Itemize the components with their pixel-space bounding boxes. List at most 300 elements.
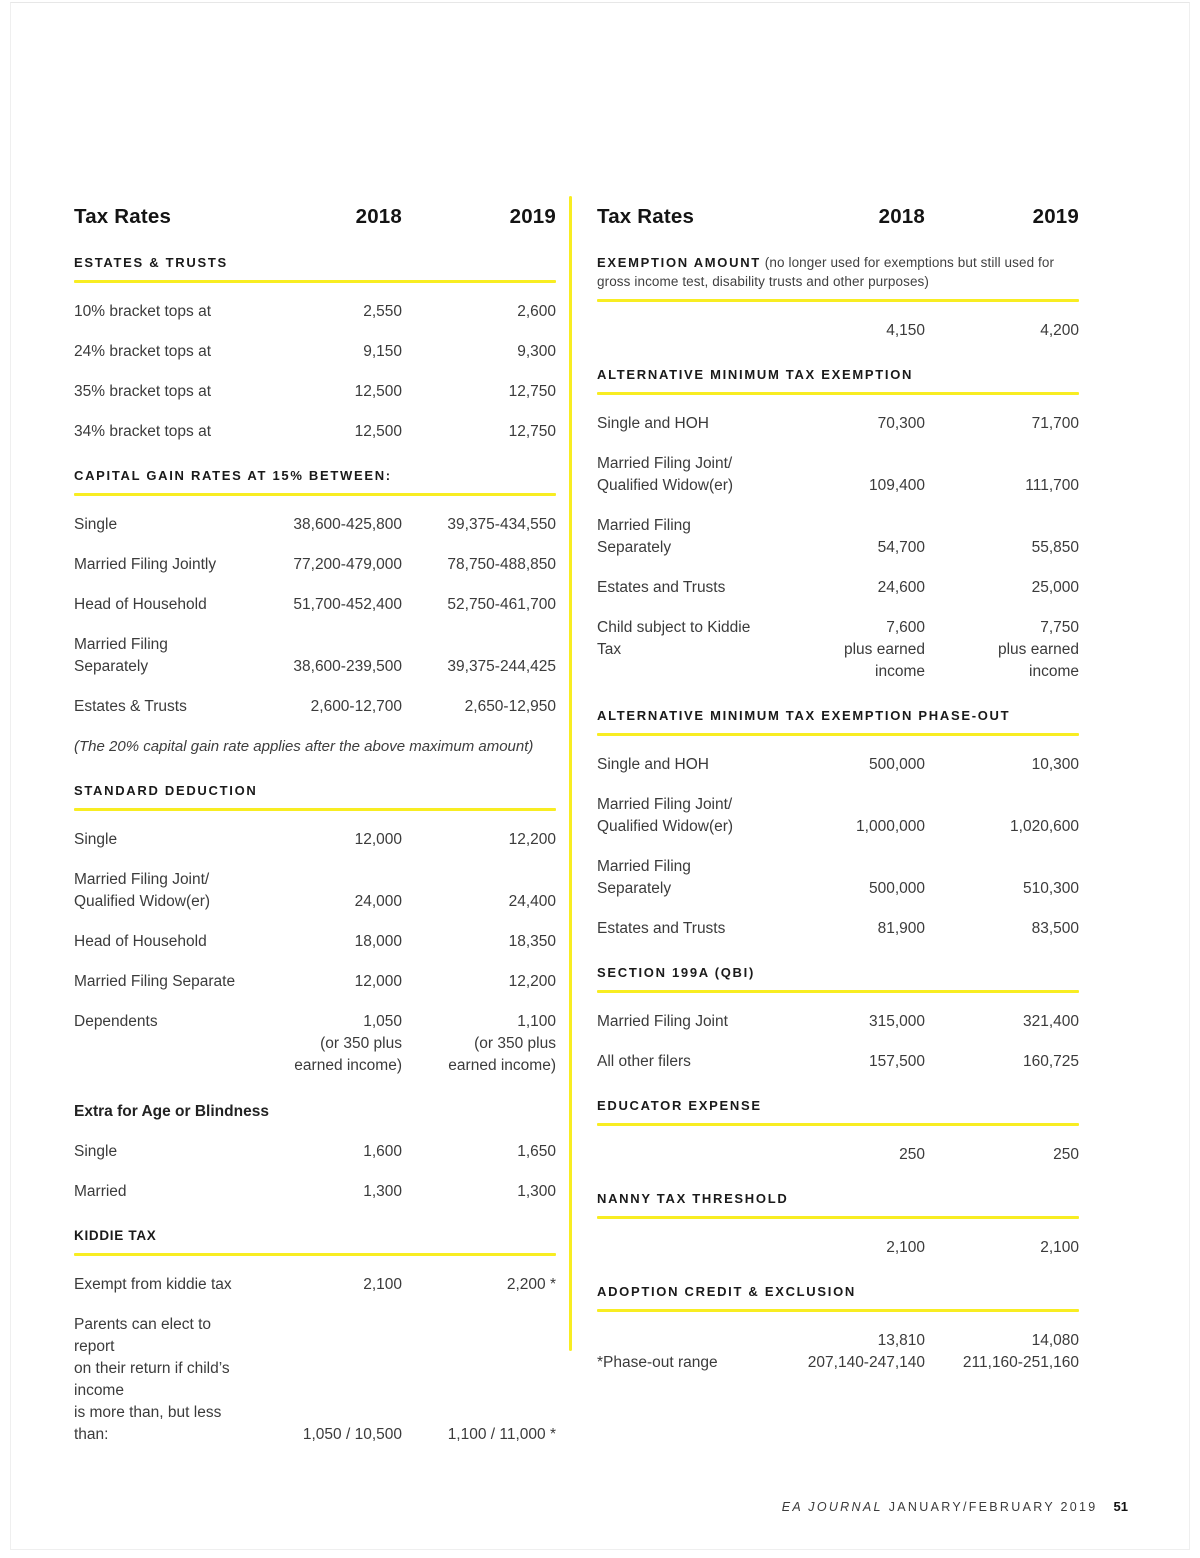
table-row (74, 1274, 556, 1296)
table-section (597, 963, 1079, 1073)
value-2018-line: 9,150 (363, 343, 402, 360)
section-subheading: Extra for Age or Blindness (74, 1103, 269, 1120)
row-label (597, 617, 767, 661)
row-label-line: Head of Household (74, 596, 207, 613)
section-title (597, 253, 1079, 291)
value-2019-line: 55,850 (1031, 539, 1079, 556)
value-2019 (925, 1237, 1079, 1259)
value-2019-line: income (1029, 663, 1079, 680)
value-2019 (925, 577, 1079, 599)
value-2019 (925, 475, 1079, 497)
row-label-line: All other filers (597, 1053, 691, 1070)
value-2018-line: 157,500 (868, 1053, 925, 1070)
value-2019 (925, 1352, 1079, 1374)
section-title (597, 1096, 1079, 1115)
value-2018-line: 81,900 (877, 920, 925, 937)
value-2018-line: 77,200-479,000 (293, 556, 402, 573)
table-row (74, 931, 556, 953)
value-2018-line: 1,600 (363, 1143, 402, 1160)
value-2018 (244, 1011, 402, 1077)
row-label-line: 10% bracket tops at (74, 303, 211, 320)
row-label (74, 1141, 244, 1163)
value-2018-line: 12,500 (354, 423, 402, 440)
row-label (74, 829, 244, 851)
value-2019 (925, 918, 1079, 940)
value-2018 (244, 421, 402, 443)
section-title-text: SECTION 199A (QBI) (597, 965, 755, 980)
row-label (74, 971, 244, 993)
table-row (597, 515, 1079, 559)
row-label-line: Single (74, 831, 118, 848)
value-2019 (402, 1011, 556, 1077)
table-row (74, 634, 556, 678)
section-title-text: ESTATES & TRUSTS (74, 255, 228, 270)
row-label (597, 918, 767, 940)
table-row (597, 413, 1079, 435)
table-row (74, 829, 556, 851)
value-2019-line: 12,750 (508, 423, 556, 440)
table-row (597, 1237, 1079, 1259)
value-2019 (925, 617, 1079, 683)
table-row (74, 301, 556, 323)
value-2018 (244, 594, 402, 616)
table-row (597, 856, 1079, 900)
value-2018-line: 250 (899, 1146, 925, 1163)
value-2019-line: 18,350 (508, 933, 556, 950)
value-2018 (767, 413, 925, 435)
section-underline (74, 280, 556, 283)
value-2018-line: 1,050 (363, 1013, 402, 1030)
row-label (74, 634, 244, 678)
column-divider (569, 196, 572, 1351)
value-2019 (402, 301, 556, 323)
value-2019 (402, 514, 556, 536)
section-title (597, 706, 1079, 725)
value-2019 (925, 1330, 1079, 1352)
row-label-line: Married (74, 1183, 127, 1200)
table-row (74, 1141, 556, 1163)
section-title-text: ALTERNATIVE MINIMUM TAX EXEMPTION PHASE-OUT (597, 708, 1011, 723)
value-2019-line: 4,200 (1040, 322, 1079, 339)
value-2018-line: 12,000 (354, 973, 402, 990)
value-2018 (244, 1274, 402, 1296)
row-label (74, 1011, 244, 1033)
value-2018 (244, 891, 402, 913)
section-underline (74, 493, 556, 496)
value-2018 (244, 1424, 402, 1446)
value-2018 (244, 931, 402, 953)
table-row (597, 918, 1079, 940)
row-label (74, 696, 244, 718)
value-2019 (925, 413, 1079, 435)
year-2018-header: 2018 (878, 205, 925, 228)
value-2018-line: 207,140-247,140 (807, 1354, 925, 1371)
issue-label: JANUARY/FEBRUARY 2019 (888, 1500, 1098, 1514)
value-2018 (767, 816, 925, 838)
row-label (597, 515, 767, 559)
value-2019 (402, 696, 556, 718)
value-2018 (244, 341, 402, 363)
row-label-line: Married Filing Joint/ (74, 871, 210, 888)
row-label-line: Married Filing Separately (597, 517, 691, 556)
value-2019 (402, 1424, 556, 1446)
value-2019 (402, 891, 556, 913)
row-label (74, 554, 244, 576)
section-title (74, 253, 556, 272)
value-2018 (244, 381, 402, 403)
table-row (74, 594, 556, 616)
row-label (597, 413, 767, 435)
value-2018-line: 12,000 (354, 831, 402, 848)
value-2018 (767, 617, 925, 683)
value-2019-line: 1,100 / 11,000 * (447, 1426, 556, 1443)
column-header (597, 204, 1079, 230)
value-2019-line: 9,300 (517, 343, 556, 360)
row-label-line: *Phase-out range (597, 1354, 718, 1371)
table-section (597, 365, 1079, 683)
value-2019-line: 2,650-12,950 (464, 698, 556, 715)
value-2019-line: 510,300 (1022, 880, 1079, 897)
value-2018-line: 24,600 (877, 579, 925, 596)
page-number: 51 (1113, 1499, 1128, 1514)
page-footer (782, 1499, 1128, 1514)
value-2019 (402, 829, 556, 851)
row-label (74, 1181, 244, 1203)
section-underline (597, 1309, 1079, 1312)
value-2018-line: earned income) (294, 1057, 402, 1074)
row-label (597, 856, 767, 900)
value-2018 (244, 1141, 402, 1163)
row-label-line: Estates and Trusts (597, 579, 726, 596)
value-2018 (244, 554, 402, 576)
column-title: Tax Rates (597, 205, 695, 228)
table-section (74, 1101, 556, 1203)
value-2018-line: 500,000 (868, 880, 925, 897)
section-underline (597, 392, 1079, 395)
value-2018 (767, 1237, 925, 1259)
value-2019-line: 39,375-244,425 (447, 658, 556, 675)
right-column (597, 204, 1079, 1374)
value-2019-line: 83,500 (1031, 920, 1079, 937)
table-row (74, 696, 556, 718)
value-2019-line: earned income) (448, 1057, 556, 1074)
table-section (597, 1189, 1079, 1259)
value-2018 (767, 754, 925, 776)
value-2018-line: 7,600 (886, 619, 925, 636)
value-2019 (402, 971, 556, 993)
value-2018-line: 13,810 (877, 1332, 925, 1349)
row-label-line: Married Filing Joint/ (597, 796, 733, 813)
value-2019 (402, 931, 556, 953)
section-title (74, 466, 556, 485)
row-label-line: Married Filing Separate (74, 973, 236, 990)
table-row (74, 554, 556, 576)
section-underline (597, 1216, 1079, 1219)
value-2018 (244, 696, 402, 718)
table-row (597, 577, 1079, 599)
section-title (74, 781, 556, 800)
value-2018 (767, 918, 925, 940)
value-2018-line: 315,000 (868, 1013, 925, 1030)
value-2018-line: 51,700-452,400 (293, 596, 402, 613)
value-2018-line: 2,600-12,700 (310, 698, 402, 715)
value-2018 (767, 1330, 925, 1352)
value-2018 (767, 1352, 925, 1374)
value-2018-line: 54,700 (877, 539, 925, 556)
section-title (597, 1282, 1079, 1301)
table-row (597, 1144, 1079, 1166)
value-2019-line: 1,020,600 (1010, 818, 1079, 835)
row-label (74, 381, 244, 403)
table-section (74, 466, 556, 758)
value-2019-line: 14,080 (1031, 1332, 1079, 1349)
value-2018 (767, 577, 925, 599)
row-label-line: is more than, but less than: (74, 1404, 222, 1443)
table-row (597, 1330, 1079, 1352)
value-2018-line: 1,000,000 (856, 818, 925, 835)
value-2019 (402, 554, 556, 576)
value-2019-line: plus earned (997, 641, 1079, 658)
table-row (74, 341, 556, 363)
table-section (597, 1282, 1079, 1374)
section-underline (74, 1253, 556, 1256)
value-2019-line: 1,300 (517, 1183, 556, 1200)
section-underline (74, 808, 556, 811)
value-2018 (244, 656, 402, 678)
section-title-text: ALTERNATIVE MINIMUM TAX EXEMPTION (597, 367, 914, 382)
value-2019-line: 7,750 (1040, 619, 1079, 636)
row-label-line: Qualified Widow(er) (597, 818, 734, 835)
value-2019-line: 12,200 (508, 831, 556, 848)
value-2019 (402, 1181, 556, 1203)
value-2019 (402, 421, 556, 443)
value-2018-line: 1,050 / 10,500 (302, 1426, 402, 1443)
value-2018-line: 2,100 (363, 1276, 402, 1293)
row-label-line: Single (74, 516, 118, 533)
value-2019 (925, 754, 1079, 776)
value-2019-line: 52,750-461,700 (447, 596, 556, 613)
section-note: (The 20% capital gain rate applies after the above maximum amount) (74, 738, 534, 755)
row-label-line: Parents can elect to report (74, 1316, 211, 1355)
row-label (597, 794, 767, 838)
value-2018-line: plus earned (843, 641, 925, 658)
value-2019 (402, 1274, 556, 1296)
value-2019 (925, 1051, 1079, 1073)
row-label (74, 931, 244, 953)
table-row (597, 794, 1079, 838)
section-title-text: EDUCATOR EXPENSE (597, 1098, 762, 1113)
section-title (597, 365, 1079, 384)
value-2018-line: 2,100 (886, 1239, 925, 1256)
journal-name: EA JOURNAL (781, 1500, 883, 1514)
row-label (74, 594, 244, 616)
row-label-line: Dependents (74, 1013, 158, 1030)
row-label (74, 1314, 244, 1446)
value-2019 (925, 878, 1079, 900)
table-row (74, 421, 556, 443)
row-label-line: on their return if child’s income (74, 1360, 230, 1399)
row-label-line: Single (74, 1143, 118, 1160)
section-title-note: (no longer used for exemptions but still used for gross income test, disability trusts and other purposes) (597, 255, 1055, 289)
section-title (597, 1189, 1079, 1208)
row-label-line: Estates & Trusts (74, 698, 187, 715)
section-title-text: CAPITAL GAIN RATES AT 15% BETWEEN: (74, 468, 392, 483)
value-2018 (244, 971, 402, 993)
table-row (74, 1314, 556, 1446)
value-2019 (402, 594, 556, 616)
section-title-text: STANDARD DEDUCTION (74, 783, 258, 798)
table-row (74, 514, 556, 536)
row-label-line: Qualified Widow(er) (74, 893, 211, 910)
left-column (74, 204, 556, 1446)
table-section (74, 781, 556, 1077)
value-2018-line: 70,300 (877, 415, 925, 432)
table-row (597, 453, 1079, 497)
row-label-line: Exempt from kiddie tax (74, 1276, 232, 1293)
section-title-text: ADOPTION CREDIT & EXCLUSION (597, 1284, 856, 1299)
row-label (74, 869, 244, 913)
value-2019-line: 24,400 (508, 893, 556, 910)
value-2018 (767, 320, 925, 342)
table-row (74, 381, 556, 403)
row-label-line: Child subject to Kiddie Tax (597, 619, 751, 658)
table-row (597, 1352, 1079, 1374)
value-2018 (767, 475, 925, 497)
value-2018-line: 38,600-239,500 (293, 658, 402, 675)
section-underline (597, 1123, 1079, 1126)
row-label-line: Married Filing Separately (74, 636, 168, 675)
row-label-line: Married Filing Jointly (74, 556, 217, 573)
row-label (597, 577, 767, 599)
value-2018-line: 18,000 (354, 933, 402, 950)
value-2018-line: income (875, 663, 925, 680)
value-2018-line: 38,600-425,800 (293, 516, 402, 533)
table-row (597, 1051, 1079, 1073)
value-2019-line: 10,300 (1031, 756, 1079, 773)
table-row (597, 754, 1079, 776)
table-row (597, 617, 1079, 683)
value-2019-line: 12,750 (508, 383, 556, 400)
table-row (74, 1011, 556, 1077)
value-2019-line: 1,650 (517, 1143, 556, 1160)
value-2019 (925, 1144, 1079, 1166)
section-title-text: NANNY TAX THRESHOLD (597, 1191, 789, 1206)
table-row (74, 869, 556, 913)
row-label-line: Qualified Widow(er) (597, 477, 734, 494)
value-2019-line: (or 350 plus (474, 1035, 556, 1052)
year-2018-header: 2018 (355, 205, 402, 228)
table-section (74, 253, 556, 443)
row-label-line: 24% bracket tops at (74, 343, 211, 360)
value-2019 (402, 656, 556, 678)
section-title-text: EXEMPTION AMOUNT (597, 255, 761, 270)
value-2019 (925, 537, 1079, 559)
section-title (597, 963, 1079, 982)
value-2018 (244, 514, 402, 536)
table-row (597, 1011, 1079, 1033)
table-section (597, 253, 1079, 342)
row-label (74, 514, 244, 536)
value-2018-line: (or 350 plus (320, 1035, 402, 1052)
value-2019 (402, 341, 556, 363)
value-2018 (244, 301, 402, 323)
row-label (597, 1352, 767, 1374)
row-label-line: 34% bracket tops at (74, 423, 211, 440)
row-label (74, 1274, 244, 1296)
row-label-line: Married Filing Separately (597, 858, 691, 897)
year-2019-header: 2019 (509, 205, 556, 228)
row-label (74, 301, 244, 323)
value-2019-line: 39,375-434,550 (447, 516, 556, 533)
value-2019 (402, 1141, 556, 1163)
value-2018-line: 12,500 (354, 383, 402, 400)
value-2018 (767, 1011, 925, 1033)
value-2019-line: 211,160-251,160 (962, 1354, 1079, 1371)
value-2018 (767, 537, 925, 559)
table-row (74, 971, 556, 993)
row-label (597, 754, 767, 776)
value-2018-line: 500,000 (868, 756, 925, 773)
table-row (597, 320, 1079, 342)
table-section (597, 706, 1079, 940)
section-underline (597, 299, 1079, 302)
value-2019-line: 71,700 (1031, 415, 1079, 432)
value-2019 (925, 320, 1079, 342)
value-2018-line: 24,000 (354, 893, 402, 910)
section-title-text: KIDDIE TAX (74, 1228, 157, 1243)
value-2019-line: 250 (1053, 1146, 1079, 1163)
table-row (74, 1181, 556, 1203)
value-2018-line: 4,150 (886, 322, 925, 339)
value-2019 (925, 1011, 1079, 1033)
row-label (597, 1051, 767, 1073)
value-2019-line: 78,750-488,850 (447, 556, 556, 573)
column-header (74, 204, 556, 230)
row-label-line: Head of Household (74, 933, 207, 950)
value-2018 (244, 1181, 402, 1203)
value-2019-line: 321,400 (1022, 1013, 1079, 1030)
section-title (74, 1226, 556, 1245)
value-2018 (767, 1051, 925, 1073)
value-2019 (925, 816, 1079, 838)
row-label (597, 1011, 767, 1033)
table-section (597, 1096, 1079, 1166)
row-label-line: 35% bracket tops at (74, 383, 211, 400)
year-2019-header: 2019 (1032, 205, 1079, 228)
section-underline (597, 990, 1079, 993)
column-title: Tax Rates (74, 205, 172, 228)
row-label-line: Married Filing Joint/ (597, 455, 733, 472)
row-label-line: Single and HOH (597, 415, 710, 432)
value-2018-line: 1,300 (363, 1183, 402, 1200)
value-2019-line: 25,000 (1031, 579, 1079, 596)
row-label (597, 453, 767, 497)
value-2019-line: 12,200 (508, 973, 556, 990)
section-underline (597, 733, 1079, 736)
value-2019-line: 2,600 (517, 303, 556, 320)
value-2019-line: 1,100 (517, 1013, 556, 1030)
row-label-line: Single and HOH (597, 756, 710, 773)
table-section (74, 1226, 556, 1446)
value-2019-line: 2,100 (1040, 1239, 1079, 1256)
value-2018 (767, 878, 925, 900)
value-2019-line: 111,700 (1025, 477, 1079, 494)
row-label (74, 421, 244, 443)
value-2018-line: 109,400 (868, 477, 925, 494)
value-2018 (244, 829, 402, 851)
value-2019-line: 160,725 (1022, 1053, 1079, 1070)
value-2019-line: 2,200 * (506, 1276, 556, 1293)
